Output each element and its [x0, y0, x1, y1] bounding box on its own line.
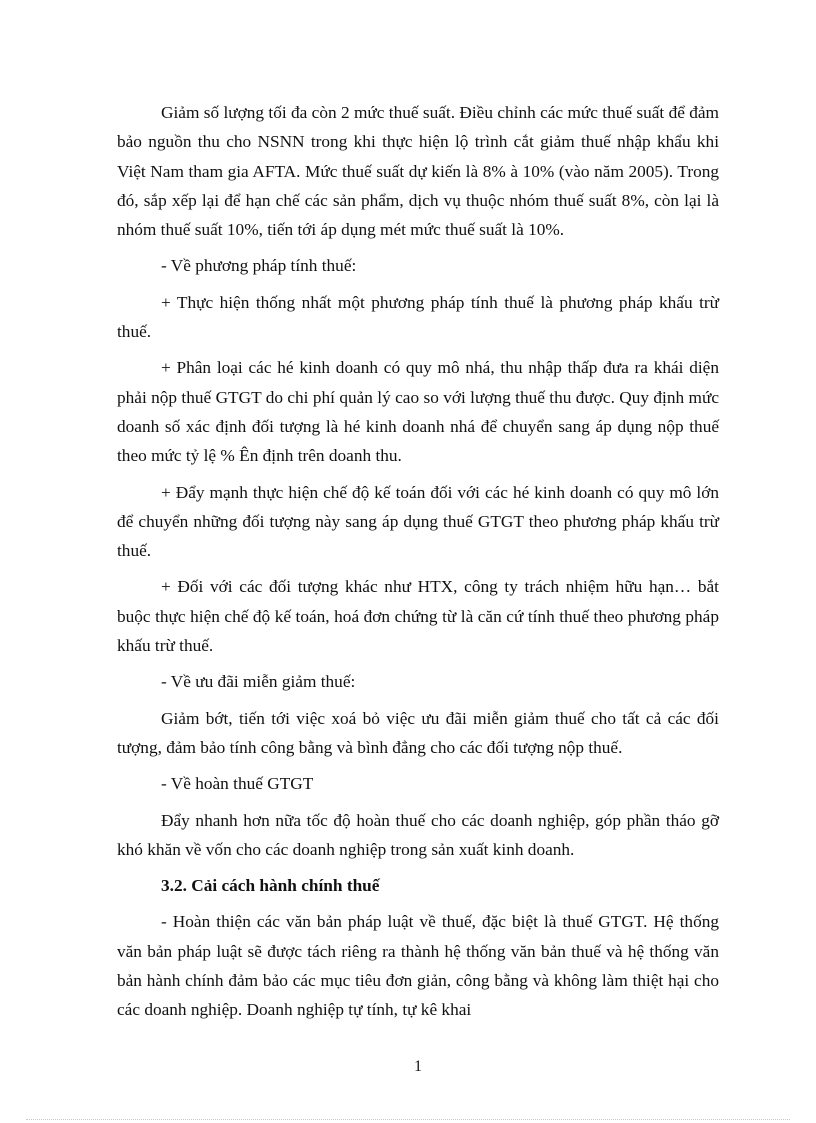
paragraph-method-unified: + Thực hiện thống nhất một phương pháp tính thuế là phương pháp khấu trừ thuế. — [117, 292, 719, 342]
paragraph-incentive-heading: - Về ưu đãi miễn giảm thuế: — [161, 672, 356, 692]
section-heading: 3.2. Cải cách hành chính thuế — [161, 876, 380, 896]
page-number: 1 — [414, 1058, 422, 1075]
paragraph-method-classify: + Phân loại các hé kinh doanh có quy mô nhá, thu nhập thấp đưa ra khái diện phải nộp thuế GTGT do chi phí quản lý cao so với lượng thuế thu được. Quy định mức doanh số xác định đối tượng là hé kinh doanh nhá để chuyển sang áp dụng nộp thuế theo mức tỷ lệ % Ên định trên doanh thu. — [117, 358, 719, 466]
paragraph-section-body: - Hoàn thiện các văn bản pháp luật về thuế, đặc biệt là thuế GTGT. Hệ thống văn bản pháp luật sẽ được tách riêng ra thành hệ thống văn bản thuế và hệ thống văn bản hành chính đảm bảo các mục tiêu đơn giản, công bằng và không làm thiệt hại cho các doanh nghiệp. Doanh nghiệp tự tính, tự kê khai — [117, 912, 719, 1020]
page-body — [117, 98, 719, 1032]
paragraph-refund-body: Đẩy nhanh hơn nữa tốc độ hoàn thuế cho các doanh nghiệp, góp phần tháo gỡ khó khăn về vốn cho các doanh nghiệp trong sản xuất kinh doanh. — [117, 810, 719, 859]
paragraph-method-accounting: + Đẩy mạnh thực hiện chế độ kế toán đối với các hé kinh doanh có quy mô lớn để chuyển những đối tượng này sang áp dụng thuế GTGT theo phương pháp khấu trừ thuế. — [117, 482, 719, 561]
paragraph-method-other: + Đối với các đối tượng khác như HTX, công ty trách nhiệm hữu hạn… bắt buộc thực hiện chế độ kế toán, hoá đơn chứng từ là căn cứ tính thuế theo phương pháp khấu trừ thuế. — [117, 577, 719, 656]
paragraph-incentive-body: Giảm bớt, tiến tới việc xoá bỏ việc ưu đãi miễn giảm thuế cho tất cả các đối tượng, đảm bảo tính công bằng và bình đẳng cho các đối tượng nộp thuế. — [117, 708, 719, 757]
page-bottom-divider — [26, 1119, 790, 1120]
paragraph-refund-heading: - Về hoàn thuế GTGT — [161, 774, 314, 794]
paragraph-tax-rates: Giảm số lượng tối đa còn 2 mức thuế suất. Điều chỉnh các mức thuế suất để đảm bảo nguồn thu cho NSNN trong khi thực hiện lộ trình cắt giảm thuế nhập khẩu khi Việt Nam tham gia AFTA. Mức thuế suất dự kiến là 8% à 10% (vào năm 2005). Trong đó, sắp xếp lại để hạn chế các sản phẩm, dịch vụ thuộc nhóm thuế suất 8%, còn lại là nhóm thuế suất 10%, tiến tới áp dụng mét mức thuế suất là 10%. — [117, 103, 719, 240]
paragraph-method-heading: - Về phương pháp tính thuế: — [161, 256, 357, 276]
